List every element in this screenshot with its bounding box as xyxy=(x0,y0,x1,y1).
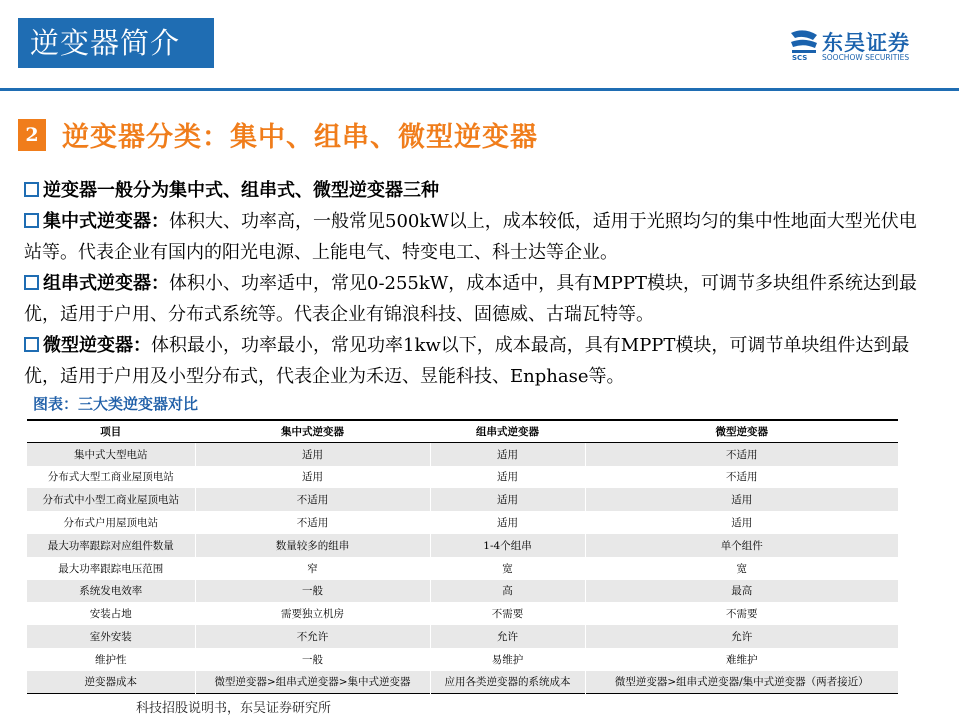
table-cell: 安装占地 xyxy=(27,602,195,625)
soochow-logo-icon xyxy=(788,29,820,55)
table-cell: 分布式中小型工商业屋顶电站 xyxy=(27,488,195,511)
table-cell: 窄 xyxy=(195,557,430,580)
source-note: 科技招股说明书，东吴证券研究所 xyxy=(136,701,332,716)
checkbox-square-icon xyxy=(24,182,39,197)
table-cell: 需要独立机房 xyxy=(195,602,430,625)
table-cell: 分布式大型工商业屋顶电站 xyxy=(27,466,195,489)
table-header-cell: 组串式逆变器 xyxy=(430,420,585,443)
page-title: 逆变器简介 xyxy=(18,18,214,68)
table-row xyxy=(27,648,898,671)
table-cell: 不需要 xyxy=(585,602,898,625)
table-header-row xyxy=(27,420,898,443)
table-caption: 图表：三大类逆变器对比 xyxy=(33,395,199,413)
table-cell: 1-4个组串 xyxy=(430,534,585,557)
table-cell: 适用 xyxy=(195,466,430,489)
bullet-label: 组串式逆变器： xyxy=(43,273,169,294)
table-cell: 不适用 xyxy=(195,511,430,534)
bullet-list xyxy=(24,175,934,392)
checkbox-square-icon xyxy=(24,213,39,228)
table-cell: 不适用 xyxy=(585,466,898,489)
table-cell: 不需要 xyxy=(430,602,585,625)
table-cell: 集中式大型电站 xyxy=(27,443,195,466)
bullet-item xyxy=(24,175,934,206)
table-cell: 应用各类逆变器的系统成本 xyxy=(430,671,585,694)
table-row xyxy=(27,443,898,466)
section-number-badge: 2 xyxy=(18,119,46,151)
table-cell: 不适用 xyxy=(195,488,430,511)
comparison-table xyxy=(27,419,898,694)
table-cell: 宽 xyxy=(430,557,585,580)
table-row xyxy=(27,488,898,511)
table-cell: 一般 xyxy=(195,648,430,671)
logo-english-name: SOOCHOW SECURITIES xyxy=(822,53,910,62)
bullet-item xyxy=(24,206,934,268)
bullet-label: 集中式逆变器： xyxy=(43,211,169,232)
bullet-label: 微型逆变器： xyxy=(43,335,151,356)
table-row xyxy=(27,602,898,625)
table-cell: 允许 xyxy=(585,625,898,648)
table-header-cell: 微型逆变器 xyxy=(585,420,898,443)
table-cell: 室外安装 xyxy=(27,625,195,648)
logo-chinese-name: 东吴证券 xyxy=(822,31,910,55)
table-cell: 允许 xyxy=(430,625,585,648)
table-cell: 最大功率跟踪电压范围 xyxy=(27,557,195,580)
checkbox-square-icon xyxy=(24,337,39,352)
table-cell: 适用 xyxy=(430,511,585,534)
table-cell: 宽 xyxy=(585,557,898,580)
checkbox-square-icon xyxy=(24,275,39,290)
bullet-text: 体积大、功率高，一般常见500kW以上，成本较低，适用于光照均匀的集中性地面大型光伏电站等。代表企业有国内的阳光电源、上能电气、特变电工、科士达等企业。 xyxy=(24,211,917,263)
table-header-cell: 集中式逆变器 xyxy=(195,420,430,443)
table-row xyxy=(27,557,898,580)
table-row xyxy=(27,511,898,534)
table-cell: 逆变器成本 xyxy=(27,671,195,694)
table-cell: 不允许 xyxy=(195,625,430,648)
header-divider xyxy=(0,88,959,91)
table-cell: 最大功率跟踪对应组件数量 xyxy=(27,534,195,557)
table-row xyxy=(27,534,898,557)
bullet-text: 体积小、功率适中，常见0-255kW，成本适中，具有MPPT模块，可调节多块组件系统达到最优，适用于户用、分布式系统等。代表企业有锦浪科技、固德威、古瑞瓦特等。 xyxy=(24,273,917,325)
table-cell: 微型逆变器>组串式逆变器/集中式逆变器（两者接近） xyxy=(585,671,898,694)
table-cell: 系统发电效率 xyxy=(27,580,195,603)
table-cell: 高 xyxy=(430,580,585,603)
table-cell: 一般 xyxy=(195,580,430,603)
table-cell: 难维护 xyxy=(585,648,898,671)
table-cell: 易维护 xyxy=(430,648,585,671)
table-cell: 适用 xyxy=(430,443,585,466)
section-title: 逆变器分类：集中、组串、微型逆变器 xyxy=(62,122,538,153)
table-cell: 适用 xyxy=(430,466,585,489)
table-cell: 适用 xyxy=(430,488,585,511)
table-row xyxy=(27,580,898,603)
table-row xyxy=(27,671,898,694)
table-cell: 适用 xyxy=(195,443,430,466)
table-cell: 不适用 xyxy=(585,443,898,466)
table-cell: 适用 xyxy=(585,511,898,534)
company-logo xyxy=(788,27,938,65)
table-cell: 单个组件 xyxy=(585,534,898,557)
table-cell: 数量较多的组串 xyxy=(195,534,430,557)
table-cell: 微型逆变器>组串式逆变器>集中式逆变器 xyxy=(195,671,430,694)
logo-abbreviation: SCS xyxy=(792,54,808,62)
bullet-text: 体积最小，功率最小，常见功率1kw以下，成本最高，具有MPPT模块，可调节单块组件达到最优，适用于户用及小型分布式，代表企业为禾迈、昱能科技、Enphase等。 xyxy=(24,335,910,387)
table-row xyxy=(27,625,898,648)
bullet-item xyxy=(24,268,934,330)
bullet-item xyxy=(24,330,934,392)
bullet-label: 逆变器一般分为集中式、组串式、微型逆变器三种 xyxy=(43,180,439,201)
table-cell: 分布式户用屋顶电站 xyxy=(27,511,195,534)
table-cell: 最高 xyxy=(585,580,898,603)
table-cell: 适用 xyxy=(585,488,898,511)
table-cell: 维护性 xyxy=(27,648,195,671)
table-row xyxy=(27,466,898,489)
table-header-cell: 项目 xyxy=(27,420,195,443)
